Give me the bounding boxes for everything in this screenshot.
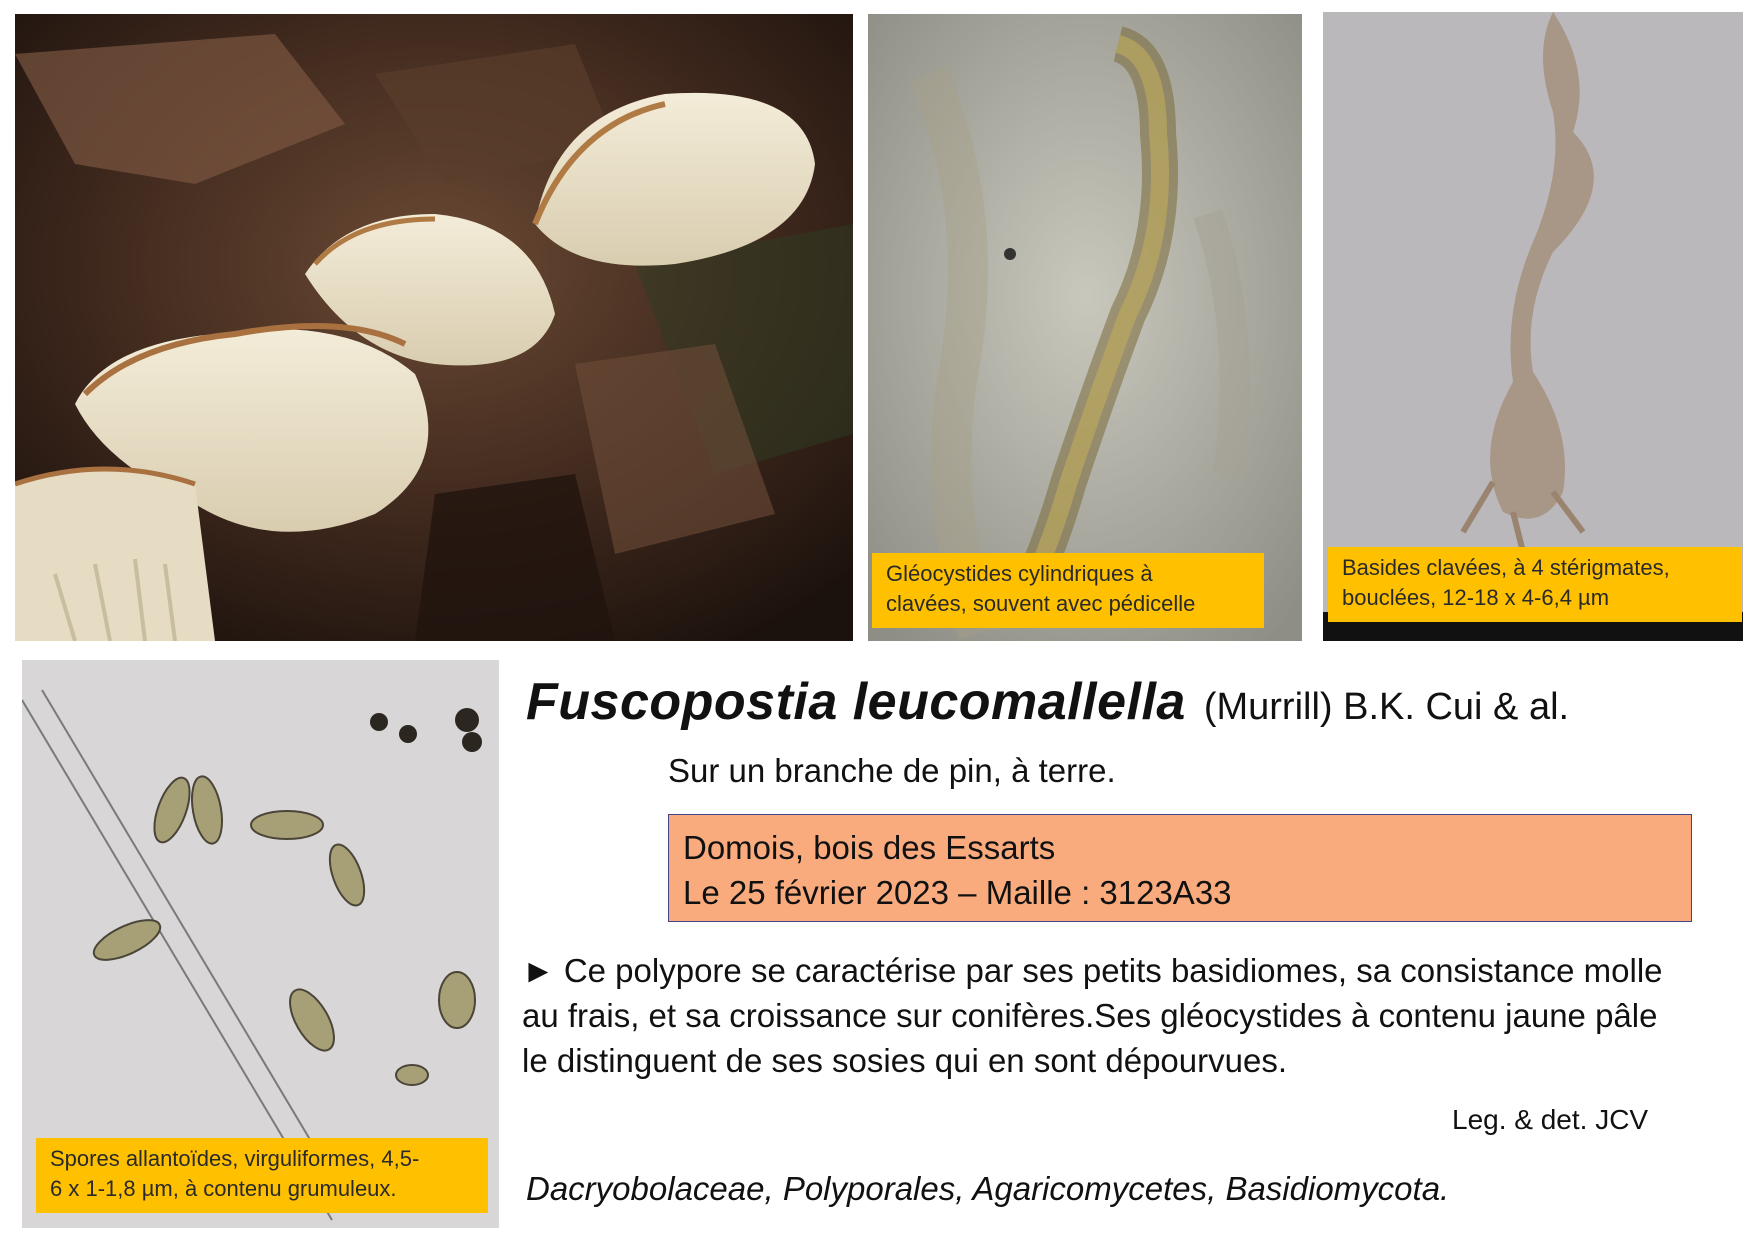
- location-place: Domois, bois des Essarts: [683, 829, 1056, 866]
- main-photo: [15, 14, 853, 641]
- description-text: ► Ce polypore se caractérise par ses petits basidiomes, sa consistance molle au frais, et sa croissance sur conifères.Ses gléocystides à contenu jaune pâle le distinguent de ses sosies qui en sont dépourvues.: [522, 952, 1663, 1079]
- gleocystidia-caption: [872, 553, 1264, 628]
- gleocystidia-micrograph: [868, 14, 1302, 641]
- caption-line: 6 x 1-1,8 µm, à contenu grumuleux.: [50, 1176, 397, 1201]
- caption-line: Basides clavées, à 4 stérigmates,: [1342, 555, 1670, 580]
- location-date-grid: Le 25 février 2023 – Maille : 3123A33: [683, 874, 1232, 911]
- caption-line: bouclées, 12-18 x 4-6,4 µm: [1342, 585, 1610, 610]
- habitat-text: Sur un branche de pin, à terre.: [668, 752, 1116, 789]
- caption-line: Gléocystides cylindriques à: [886, 561, 1153, 586]
- taxonomy-text: Dacryobolaceae, Polyporales, Agaricomycetes, Basidiomycota.: [526, 1170, 1450, 1207]
- caption-line: Spores allantoïdes, virguliformes, 4,5-: [50, 1146, 420, 1171]
- species-author: (Murrill) B.K. Cui & al.: [1203, 686, 1570, 728]
- species-title: [526, 672, 1569, 732]
- caption-line: clavées, souvent avec pédicelle: [886, 591, 1196, 616]
- basidia-caption: [1328, 547, 1742, 622]
- species-name: Fuscopostia leucomallella: [526, 673, 1186, 731]
- spores-caption: [36, 1138, 488, 1213]
- location-box: [668, 814, 1692, 922]
- credit-text: Leg. & det. JCV: [1452, 1104, 1649, 1135]
